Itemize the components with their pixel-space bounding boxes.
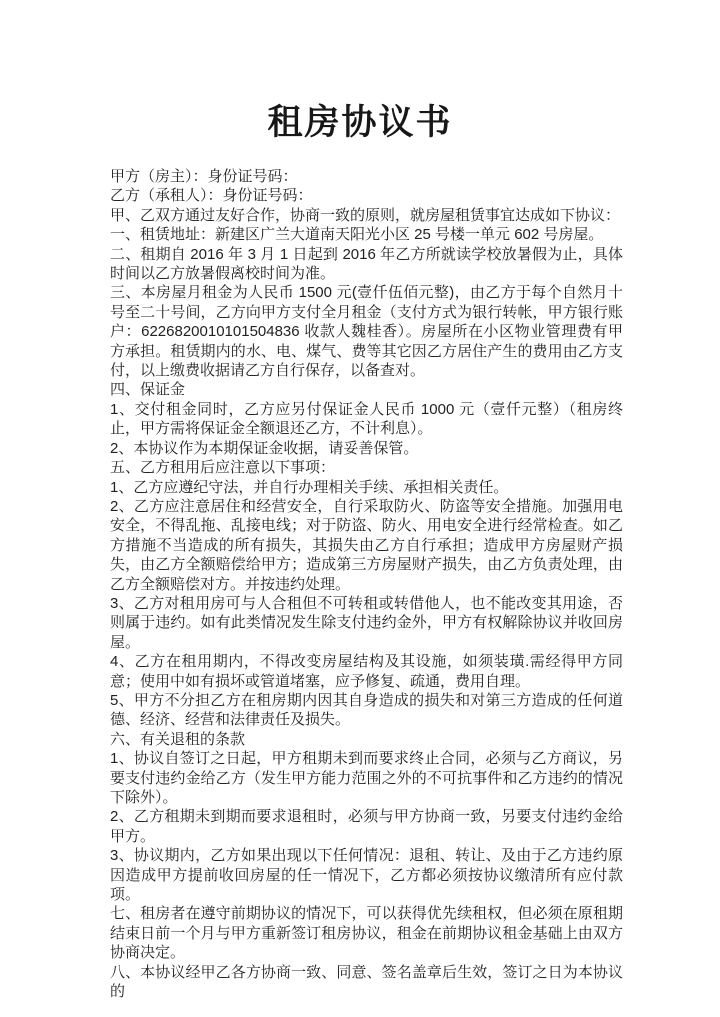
paragraph: 一、租赁地址：新建区广兰大道南天阳光小区 25 号楼一单元 602 号房屋。 — [110, 226, 604, 244]
paragraph: 乙方（承租人）：身份证号码： — [110, 187, 313, 205]
paragraph: 3、乙方对租用房可与人合租但不可转租或转借他人，也不能改变其用途，否则属于违约。如有此类情况发生除支付违约金外，甲方有权解除协议并收回房屋。 — [110, 594, 623, 651]
paragraph: 八、本协议经甲乙各方协商一致、同意、签名盖章后生效，签订之日为本协议的 — [110, 963, 623, 1001]
paragraph: 1、协议自签订之日起，甲方租期未到而要求终止合同，必须与乙方商议，另要支付违约金给乙方（发生甲方能力范围之外的不可抗事件和乙方违约的情况下除外）。 — [110, 750, 623, 806]
paragraph: 2、乙方租期未到期而要求退租时，必须与甲方协商一致，另要支付违约金给甲方。 — [110, 808, 623, 845]
paragraph: 甲、乙双方通过友好合作，协商一致的原则，就房屋租赁事宜达成如下协议： — [110, 206, 621, 224]
document-body — [110, 167, 623, 1001]
paragraph: 四、保证金 — [110, 381, 186, 399]
paragraph: 1、乙方应遵纪守法，并自行办理相关手续、承担相关责任。 — [110, 478, 509, 496]
paragraph: 五、乙方租用后应注意以下事项： — [110, 459, 336, 477]
paragraph: 1、交付租金同时，乙方应另付保证金人民币 1000 元（壹仟元整）（租房终止，甲方需将保证金全额退还乙方，不计利息）。 — [110, 400, 623, 438]
paragraph: 六、有关退租的条款 — [110, 730, 246, 748]
paragraph: 5、甲方不分担乙方在租房期内因其自身造成的损失和对第三方造成的任何道德、经济、经营和法律责任及损失。 — [110, 691, 623, 729]
paragraph: 三、本房屋月租金为人民币 1500 元(壹仟伍佰元整)，由乙方于每个自然月十号至二十号间，乙方向甲方支付全月租金（支付方式为银行转帐，甲方银行账户：6226820010101504836 收款人魏桂香）。房屋所在小区物业管理费有甲方承担。租赁期内的水、电、煤气、费等其它因乙方居住产生的费用由乙方支付，以上缴费收据请乙方自行保存，以备查对。 — [110, 284, 623, 380]
paragraph: 3、协议期内，乙方如果出现以下任何情况：退租、转让、及由于乙方违约原因造成甲方提前收回房屋的任一情况下，乙方都必须按协议缴清所有应付款项。 — [110, 847, 623, 904]
document-title: 租房协议书 — [267, 103, 453, 142]
paragraph: 4、乙方在租用期内，不得改变房屋结构及其设施，如须装璜.需经得甲方同意；使用中如有损坏或管道堵塞，应予修复、疏通，费用自理。 — [110, 653, 623, 690]
paragraph: 七、租房者在遵守前期协议的情况下，可以获得优先续租权，但必须在原租期结束日前一个月与甲方重新签订租房协议，租金在前期协议租金基础上由双方协商决定。 — [110, 905, 623, 962]
paragraph: 2、乙方应注意居住和经营安全，自行采取防火、防盗等安全措施。加强用电安全，不得乱拖、乱接电线；对于防盗、防火、用电安全进行经常检查。如乙方措施不当造成的所有损失，其损失由乙方自行承担；造成甲方房屋财产损失，由乙方全额赔偿给甲方；造成第三方房屋财产损失，由乙方负责处理，由乙方全额赔偿对方。并按违约处理。 — [110, 497, 623, 593]
paragraph: 二、租期自 2016 年 3 月 1 日起到 2016 年乙方所就读学校放暑假为止，具体时间以乙方放暑假离校时间为准。 — [110, 245, 623, 283]
paragraph: 甲方（房主）：身份证号码： — [110, 168, 298, 185]
paragraph: 2、本协议作为本期保证金收据，请妥善保管。 — [110, 439, 419, 457]
